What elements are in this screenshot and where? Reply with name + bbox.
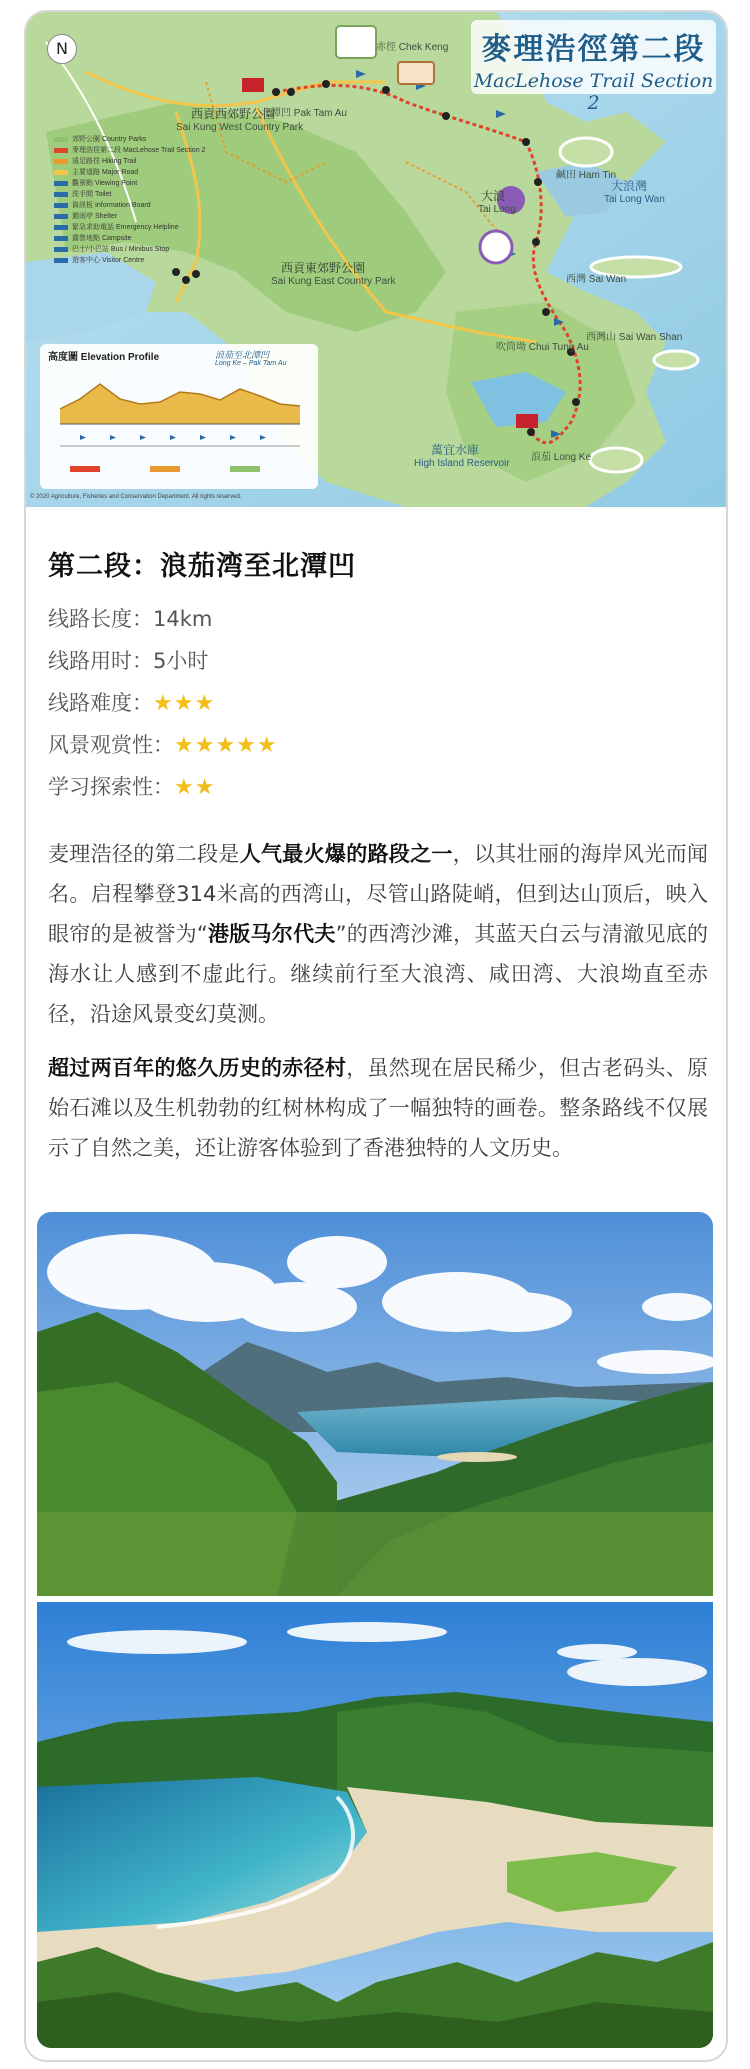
map-label-sai-wan-shan: 西灣山 Sai Wan Shan bbox=[586, 332, 683, 343]
map-label-tai-long-wan-cn: 大浪灣 bbox=[611, 179, 648, 193]
section-title: 第二段：浪茄湾至北潭凹 bbox=[48, 551, 356, 582]
fact-label: 线路难度： bbox=[48, 691, 153, 715]
legend-label: 郊野公園 Country Parks bbox=[72, 136, 147, 143]
legend-item bbox=[54, 167, 172, 178]
map-label-sai-kung-west-en: Sai Kung West Country Park bbox=[176, 122, 304, 133]
highlight-text: 港版马尔代夫 bbox=[207, 922, 336, 946]
map-label-tai-long-wan-en: Tai Long Wan bbox=[604, 194, 665, 205]
fact-value: 5小时 bbox=[153, 649, 209, 673]
elevation-title: 高度圖 Elevation Profile bbox=[48, 352, 160, 363]
fact-length bbox=[48, 598, 278, 640]
legend-label: 避雨亭 Shelter bbox=[72, 213, 118, 220]
legend-swatch bbox=[54, 247, 68, 252]
legend-swatch bbox=[54, 258, 68, 263]
legend-swatch bbox=[54, 148, 68, 153]
map-label-sai-kung-east-en: Sai Kung East Country Park bbox=[271, 276, 396, 287]
fact-label: 线路长度： bbox=[48, 607, 153, 631]
difficulty-stars: ★★★ bbox=[153, 691, 216, 716]
legend-label: 洗手間 Toilet bbox=[72, 191, 112, 198]
photo-mountain-bay[interactable] bbox=[37, 1212, 713, 1596]
fact-label: 学习探索性： bbox=[48, 775, 174, 799]
map-legend bbox=[54, 134, 206, 266]
legend-swatch bbox=[54, 137, 68, 142]
legend-item bbox=[54, 244, 172, 255]
fact-duration bbox=[48, 640, 278, 682]
map-title-cn: 麥理浩徑第二段 bbox=[481, 32, 706, 67]
map-label-high-island-en: High Island Reservoir bbox=[414, 458, 510, 469]
mountain-bay-image bbox=[37, 1212, 713, 1596]
legend-swatch bbox=[54, 181, 68, 186]
legend-item bbox=[54, 211, 172, 222]
map-label-chek-keng: 赤徑 Chek Keng bbox=[376, 42, 449, 53]
scenery-stars: ★★★★★ bbox=[174, 733, 278, 758]
fact-label: 风景观赏性： bbox=[48, 733, 174, 757]
elevation-route-en: Long Ke – Pak Tam Au bbox=[215, 360, 287, 367]
legend-label: 露營地點 Campsite bbox=[72, 235, 132, 242]
beach-image bbox=[37, 1602, 713, 2048]
legend-label: 主要道路 Major Road bbox=[72, 169, 139, 176]
legend-item bbox=[54, 145, 206, 156]
fact-learning bbox=[48, 766, 278, 808]
legend-swatch bbox=[54, 214, 68, 219]
map-label-pak-tam-au: 北潭凹 Pak Tam Au bbox=[261, 108, 347, 119]
legend-item bbox=[54, 200, 172, 211]
legend-item bbox=[54, 222, 179, 233]
highlight-text: 超过两百年的悠久历史的赤径村 bbox=[48, 1056, 347, 1080]
legend-swatch bbox=[54, 236, 68, 241]
legend-item bbox=[54, 156, 172, 167]
fact-difficulty bbox=[48, 682, 278, 724]
legend-item bbox=[54, 189, 172, 200]
legend-item bbox=[54, 255, 172, 266]
legend-label: 資訊板 Information Board bbox=[72, 202, 151, 209]
map-label-high-island-cn: 萬宜水庫 bbox=[431, 443, 480, 457]
photo-beach[interactable] bbox=[37, 1602, 713, 2048]
elevation-chart-graphic bbox=[40, 344, 318, 489]
map-label-tai-long-cn: 大浪 bbox=[481, 189, 506, 203]
map-title-en: MacLehose Trail Section 2 bbox=[473, 70, 714, 114]
legend-swatch bbox=[54, 192, 68, 197]
map-label-sai-kung-east-cn: 西貢東郊野公園 bbox=[281, 261, 366, 275]
text-run: 麦理浩径的第二段是 bbox=[48, 842, 240, 866]
legend-item bbox=[54, 134, 172, 145]
legend-swatch bbox=[54, 170, 68, 175]
highlight-text: 人气最火爆的路段之一 bbox=[239, 842, 453, 866]
legend-swatch bbox=[54, 203, 68, 208]
legend-item bbox=[54, 178, 172, 189]
legend-swatch bbox=[54, 225, 68, 230]
article-card bbox=[24, 10, 728, 2062]
map-label-sai-wan: 西灣 Sai Wan bbox=[566, 274, 627, 285]
map-title-panel bbox=[471, 20, 716, 114]
map-label-sai-kung-west-cn: 西貢西郊野公園 bbox=[191, 107, 276, 121]
description-paragraph-1 bbox=[48, 834, 708, 1034]
text-run: ”的西湾沙滩，其蓝天白云与清澈见底的海水让人感到不虚此行。继续前行至大浪湾、咸田湾、大浪坳直至赤径，沿途风景变幻莫测。 bbox=[48, 922, 708, 1026]
legend-label: 巴士/小巴站 Bus / Minibus Stop bbox=[72, 246, 170, 253]
legend-label: 遊客中心 Visitor Centre bbox=[72, 257, 145, 264]
learning-stars: ★★ bbox=[174, 775, 216, 800]
legend-label: 麥理浩徑第二段 MacLehose Trail Section 2 bbox=[72, 147, 206, 154]
map-label-chui-tung-au: 吹筒坳 Chui Tung Au bbox=[496, 342, 589, 353]
fact-scenery bbox=[48, 724, 278, 766]
fact-value: 14km bbox=[153, 607, 213, 631]
map-label-ham-tin: 鹹田 Ham Tin bbox=[556, 170, 617, 181]
legend-swatch bbox=[54, 159, 68, 164]
legend-item bbox=[54, 233, 172, 244]
trail-map[interactable] bbox=[26, 12, 726, 507]
map-copyright: © 2020 Agriculture, Fisheries and Conservation Department. All rights reserved. bbox=[30, 494, 242, 500]
legend-label: 遠足路徑 Hiking Trail bbox=[72, 158, 137, 165]
elevation-profile bbox=[40, 344, 318, 489]
legend-label: 觀景點 Viewing Point bbox=[72, 180, 138, 187]
legend-label: 緊急求助電話 Emergency Helpline bbox=[72, 224, 179, 231]
fact-label: 线路用时： bbox=[48, 649, 153, 673]
text-run: ，虽然现在居民稀少，但古老码头、原始石滩以及生机勃勃的红树林构成了一幅独特的画卷。整条路线不仅展示了自然之美，还让游客体验到了香港独特的人文历史。 bbox=[48, 1056, 709, 1160]
map-label-tai-long-en: Tai Long bbox=[478, 204, 516, 215]
text-run: ，以其壮丽的海岸风光而闻名。启程攀登314米高的西湾山，尽管山路陡峭，但到达山顶后，映入眼帘的是被誉为“ bbox=[48, 842, 709, 946]
route-facts bbox=[48, 598, 278, 808]
north-arrow: N bbox=[47, 34, 77, 64]
elevation-route-cn: 浪茄至北潭凹 bbox=[215, 351, 270, 361]
description-paragraph-2 bbox=[48, 1048, 708, 1168]
map-label-long-ke: 浪茄 Long Ke bbox=[531, 452, 592, 463]
